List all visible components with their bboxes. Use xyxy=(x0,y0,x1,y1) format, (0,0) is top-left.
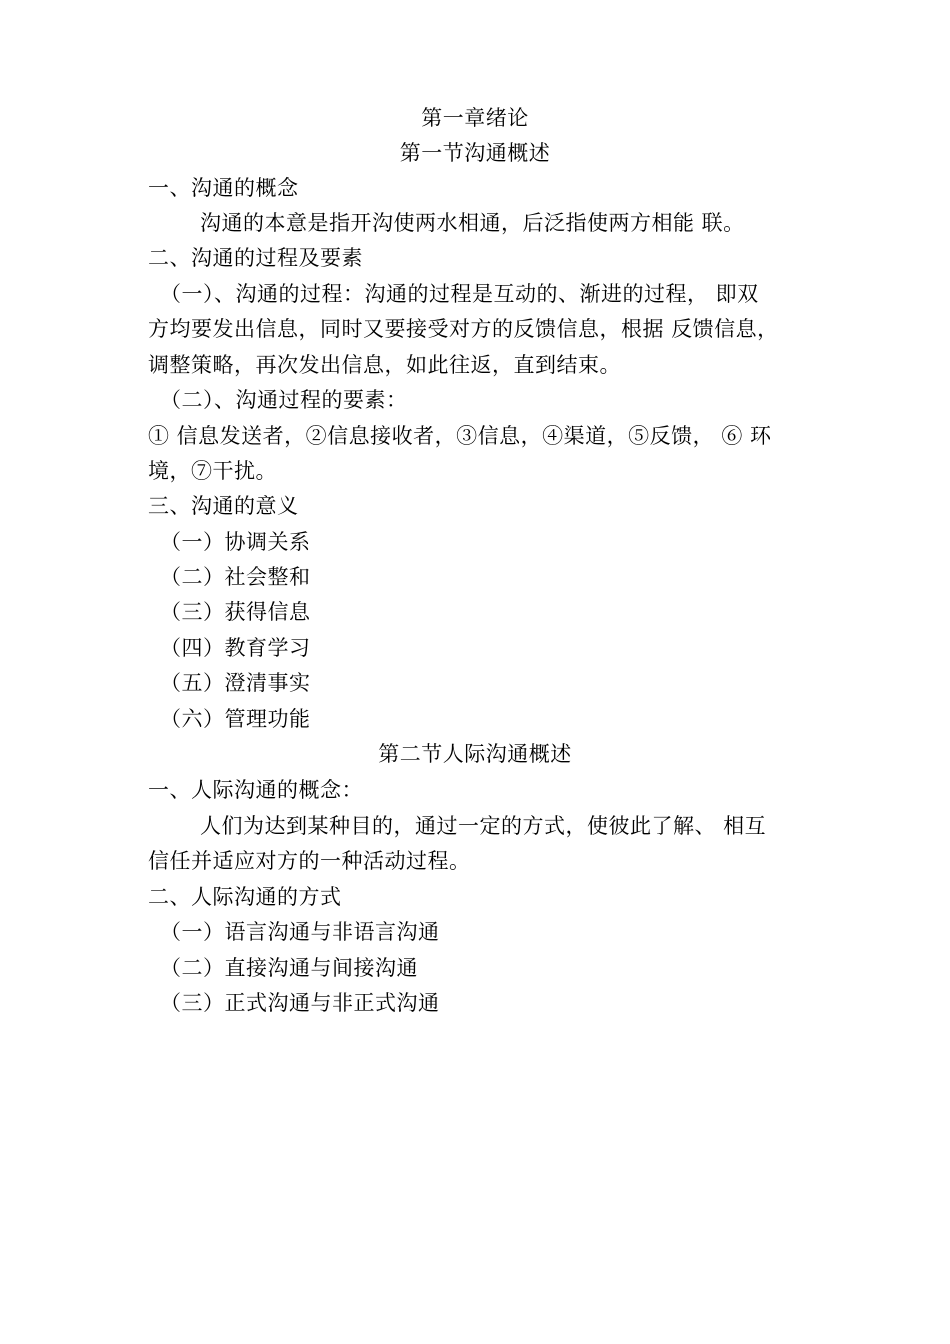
heading: 三、沟通的意义 xyxy=(148,494,299,518)
paragraph-line: （一）、沟通的过程：沟通的过程是互动的、渐进的过程， 即双 xyxy=(160,282,759,306)
list-item: （三）正式沟通与非正式沟通 xyxy=(160,991,440,1015)
list-item: （二）社会整和 xyxy=(160,565,311,589)
paragraph-line: 信任并适应对方的一种活动过程。 xyxy=(148,849,471,873)
heading: 一、沟通的概念 xyxy=(148,176,299,200)
heading: 一、人际沟通的概念： xyxy=(148,778,363,802)
paragraph-line: ① 信息发送者，②信息接收者，③信息，④渠道，⑤反馈， ⑥ 环 xyxy=(148,424,772,448)
section-title: 第一节沟通概述 xyxy=(399,141,551,165)
paragraph-line: 人们为达到某种目的，通过一定的方式，使彼此了解、 相互 xyxy=(200,814,767,838)
chapter-title: 第一章绪论 xyxy=(421,106,529,130)
list-item: （一）协调关系 xyxy=(160,530,311,554)
heading: 二、人际沟通的方式 xyxy=(148,885,342,909)
list-item: （六）管理功能 xyxy=(160,707,311,731)
heading: 二、沟通的过程及要素 xyxy=(148,246,363,270)
paragraph-line: 调整策略，再次发出信息，如此往返，直到结束。 xyxy=(148,353,621,377)
section-title: 第二节人际沟通概述 xyxy=(378,742,572,766)
paragraph-line: 境，⑦干扰。 xyxy=(148,459,277,483)
list-item: （二）直接沟通与间接沟通 xyxy=(160,956,418,980)
paragraph: 沟通的本意是指开沟使两水相通，后泛指使两方相能 联。 xyxy=(200,211,745,235)
paragraph-line: 方均要发出信息，同时又要接受对方的反馈信息，根据 反馈信息， xyxy=(148,317,779,341)
list-item: （三）获得信息 xyxy=(160,600,311,624)
paragraph: （二）、沟通过程的要素： xyxy=(160,388,408,412)
list-item: （一）语言沟通与非语言沟通 xyxy=(160,920,440,944)
list-item: （五）澄清事实 xyxy=(160,671,311,695)
list-item: （四）教育学习 xyxy=(160,636,311,660)
